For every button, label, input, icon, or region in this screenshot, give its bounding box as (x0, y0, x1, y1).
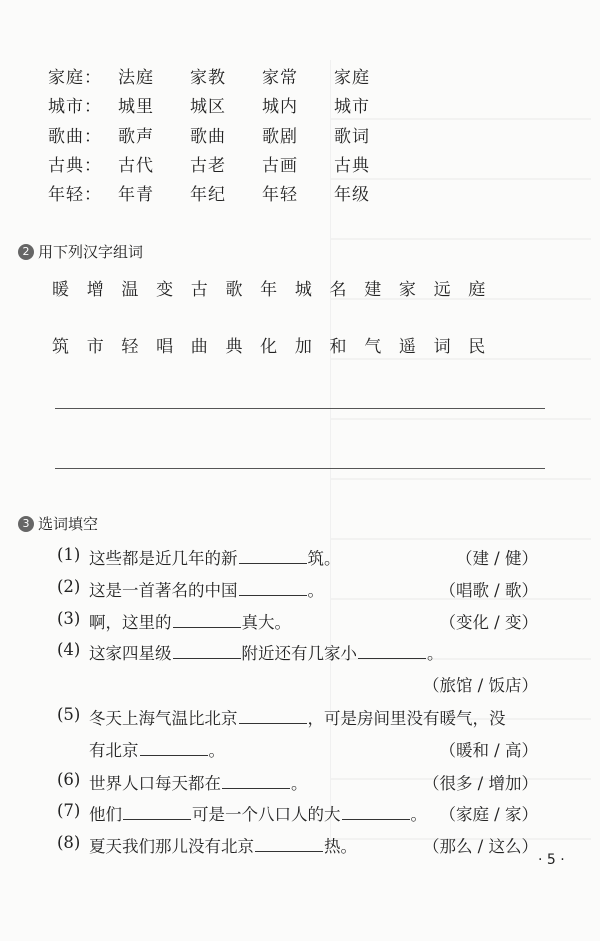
section-title: 选词填空 (38, 515, 99, 533)
sentence-text: 夏天我们那儿没有北京 (89, 837, 254, 856)
fill-item (57, 705, 538, 729)
blank-input[interactable] (222, 774, 290, 789)
sentence-text: 这些都是近几年的新 (89, 549, 238, 568)
item-sentence (89, 640, 444, 664)
word: 城内 (262, 97, 298, 117)
fill-item (57, 609, 538, 633)
sentence-text: ，可是房间里没有暖气，没 (307, 709, 506, 728)
item-number: (1) (57, 545, 81, 564)
item-sentence (89, 609, 291, 633)
word-group-row (48, 151, 406, 176)
word: 歌词 (334, 127, 370, 147)
word: 古老 (190, 156, 226, 176)
character: 和 (329, 337, 347, 357)
sentence-text: 他们 (89, 805, 122, 824)
item-sentence (89, 737, 225, 761)
blank-input[interactable] (255, 837, 323, 852)
blank-input[interactable] (173, 644, 241, 659)
blank-input[interactable] (239, 581, 307, 596)
fill-item (57, 833, 538, 857)
character: 词 (433, 337, 451, 357)
character: 古 (190, 280, 208, 300)
item-sentence (89, 705, 506, 729)
character: 增 (86, 280, 104, 300)
blank-input[interactable] (239, 549, 307, 564)
word-options: （暖和 / 高） (439, 741, 538, 760)
character: 市 (86, 337, 104, 357)
character: 加 (294, 337, 312, 357)
answer-line-2[interactable] (55, 468, 545, 469)
sentence-text: 。 (410, 805, 427, 824)
character: 化 (260, 337, 278, 357)
word: 家教 (190, 68, 226, 88)
word-options: （那么 / 这么） (422, 837, 538, 856)
item-number: (7) (57, 801, 81, 820)
word-options: （唱歌 / 歌） (439, 581, 538, 600)
word-group-row (48, 92, 406, 117)
word: 歌剧 (262, 127, 298, 147)
group-head: 年轻： (48, 185, 102, 205)
character: 气 (364, 337, 382, 357)
sentence-text: 筑。 (307, 549, 341, 568)
word: 古代 (118, 156, 154, 176)
word: 年青 (118, 185, 154, 205)
item-sentence (89, 577, 324, 601)
fill-item (57, 770, 538, 794)
item-number: (6) (57, 770, 81, 789)
character: 城 (294, 280, 312, 300)
fill-item (57, 577, 538, 601)
item-number: (5) (57, 705, 81, 724)
word-group-row (48, 122, 406, 147)
group-head: 城市： (48, 97, 102, 117)
sentence-text: 可是一个八口人的大 (192, 805, 341, 824)
fill-item (57, 801, 538, 825)
sentence-text: 。 (307, 581, 324, 600)
word-options: （建 / 健） (455, 549, 538, 568)
character: 遥 (398, 337, 416, 357)
character: 名 (329, 280, 347, 300)
blank-input[interactable] (358, 644, 426, 659)
word-options: （家庭 / 家） (439, 805, 538, 824)
character: 远 (433, 280, 451, 300)
word: 法庭 (118, 68, 154, 88)
section-number: 3 (18, 516, 34, 532)
fill-item (57, 545, 538, 569)
section-number: 2 (18, 244, 34, 260)
character: 筑 (52, 337, 69, 357)
item-sentence (89, 801, 427, 825)
sentence-text: 冬天上海气温比北京 (89, 709, 238, 728)
character-row-1 (52, 275, 503, 300)
character: 典 (225, 337, 243, 357)
word: 歌声 (118, 127, 154, 147)
character: 建 (364, 280, 382, 300)
answer-line-1[interactable] (55, 408, 545, 409)
word: 古典 (334, 156, 370, 176)
sentence-text: 。 (208, 741, 225, 760)
sentence-text: 这是一首著名的中国 (89, 581, 238, 600)
word-options: （旅馆 / 饭店） (422, 676, 538, 695)
blank-input[interactable] (123, 805, 191, 820)
group-head: 家庭： (48, 68, 102, 88)
character: 温 (121, 280, 139, 300)
section-title: 用下列汉字组词 (38, 243, 144, 261)
blank-input[interactable] (239, 709, 307, 724)
blank-input[interactable] (342, 805, 410, 820)
character: 曲 (190, 337, 208, 357)
word: 城里 (118, 97, 154, 117)
character: 歌 (225, 280, 243, 300)
word-options: （很多 / 增加） (422, 774, 538, 793)
sentence-text: 有北京 (89, 741, 139, 760)
item-number: (8) (57, 833, 81, 852)
sentence-text: 。 (427, 644, 444, 663)
section-3-header (18, 513, 98, 534)
character: 家 (398, 280, 416, 300)
word-group-row (48, 180, 406, 205)
item-number: (2) (57, 577, 81, 596)
word: 年纪 (190, 185, 226, 205)
group-head: 歌曲： (48, 127, 102, 147)
word: 城市 (334, 97, 370, 117)
sentence-text: 啊，这里的 (89, 613, 172, 632)
character: 轻 (121, 337, 139, 357)
fill-item (57, 737, 538, 761)
fill-item (57, 672, 538, 696)
word: 家庭 (334, 68, 370, 88)
section-2-header (18, 241, 143, 262)
word: 家常 (262, 68, 298, 88)
sentence-text: 热。 (324, 837, 357, 856)
word: 古画 (262, 156, 298, 176)
item-number: (4) (57, 640, 81, 659)
group-head: 古典： (48, 156, 102, 176)
item-sentence (89, 770, 308, 794)
character: 暖 (52, 280, 69, 300)
word: 歌曲 (190, 127, 226, 147)
character: 变 (156, 280, 174, 300)
blank-input[interactable] (173, 613, 241, 628)
item-sentence (89, 833, 357, 857)
fill-item (57, 640, 538, 664)
character: 年 (260, 280, 278, 300)
word: 年轻 (262, 185, 298, 205)
sentence-text: 真大。 (241, 613, 291, 632)
word-options: （变化 / 变） (439, 613, 538, 632)
character: 唱 (156, 337, 174, 357)
word: 城区 (190, 97, 226, 117)
sentence-text: 附近还有几家小 (241, 644, 357, 663)
page-number: · 5 · (538, 852, 565, 868)
item-number: (3) (57, 609, 81, 628)
word-group-row (48, 63, 406, 88)
word: 年级 (334, 185, 370, 205)
character-row-2 (52, 332, 503, 357)
sentence-text: 。 (291, 774, 308, 793)
sentence-text: 这家四星级 (89, 644, 172, 663)
item-sentence (89, 545, 341, 569)
sentence-text: 世界人口每天都在 (89, 774, 221, 793)
character: 民 (468, 337, 486, 357)
blank-input[interactable] (140, 741, 208, 756)
character: 庭 (468, 280, 486, 300)
